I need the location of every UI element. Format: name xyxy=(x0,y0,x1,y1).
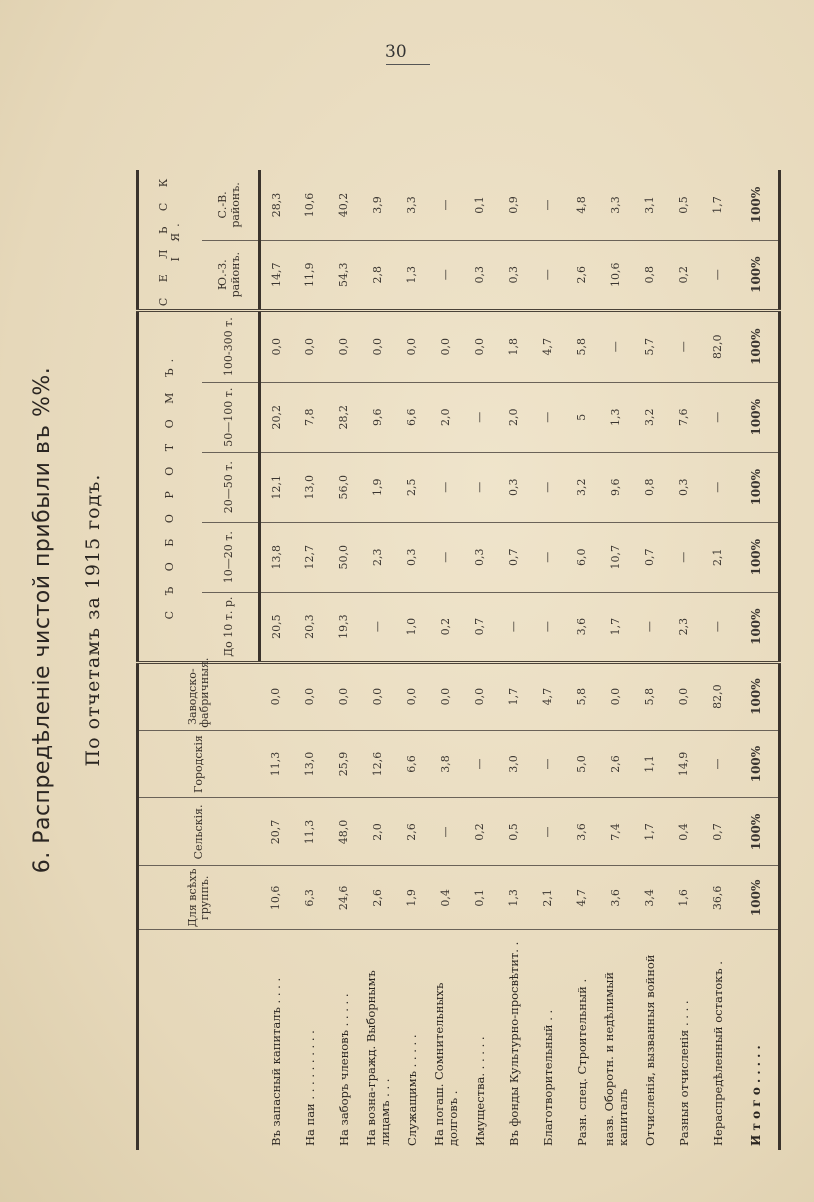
header-turnover-col: 50—100 т. xyxy=(202,382,260,452)
cell-value: 82,0 xyxy=(702,662,736,730)
cell-value: 0,7 xyxy=(702,798,736,866)
header-turnover-col: До 10 т. р. xyxy=(202,592,260,662)
cell-value: 1,8 xyxy=(498,310,532,382)
cell-value: 3,0 xyxy=(498,730,532,798)
cell-value: 1,7 xyxy=(634,798,668,866)
cell-value: 0,0 xyxy=(260,310,294,382)
cell-value: — xyxy=(702,592,736,662)
header-rural-col: С.-В. районъ. xyxy=(202,170,260,240)
cell-value: 2,5 xyxy=(396,452,430,522)
cell-value: 0,7 xyxy=(464,592,498,662)
cell-value: 100% xyxy=(736,382,780,452)
table-row xyxy=(362,98,396,1150)
cell-value: 48,0 xyxy=(328,798,362,866)
header-turnover-col: 100-300 т. xyxy=(202,310,260,382)
cell-value: 10,6 xyxy=(600,240,634,310)
cell-value: 1,7 xyxy=(498,662,532,730)
cell-value: 0,0 xyxy=(328,662,362,730)
cell-value: 10,7 xyxy=(600,522,634,592)
cell-value: 0,7 xyxy=(498,522,532,592)
header-urban: Городскія xyxy=(138,730,260,798)
table-row xyxy=(328,98,362,1150)
cell-value: — xyxy=(532,592,566,662)
header-all-groups: Для всѣхъ группъ. xyxy=(138,866,260,930)
table-row xyxy=(498,98,532,1150)
cell-value: 2,0 xyxy=(362,798,396,866)
table-row xyxy=(668,98,702,1150)
row-label: Нераспредѣленный остатокъ . xyxy=(710,961,725,1146)
cell-value: 2,3 xyxy=(362,522,396,592)
cell-value: 2,8 xyxy=(362,240,396,310)
cell-value: 0,5 xyxy=(498,798,532,866)
cell-value: 0,3 xyxy=(396,522,430,592)
header-factory: Заводско-фабричныя. xyxy=(138,662,260,730)
row-label: На погаш. Сомнительныхъ долговъ . xyxy=(432,982,460,1146)
cell-value: 0,3 xyxy=(498,452,532,522)
cell-value: 7,8 xyxy=(294,382,328,452)
cell-value: 1,7 xyxy=(702,170,736,240)
cell-value: 2,6 xyxy=(566,240,600,310)
cell-value: 2,1 xyxy=(532,866,566,930)
cell-value: 1,1 xyxy=(634,730,668,798)
cell-value: 1,3 xyxy=(498,866,532,930)
cell-value: 3,4 xyxy=(634,866,668,930)
cell-value: 7,4 xyxy=(600,798,634,866)
cell-value: 100% xyxy=(736,452,780,522)
cell-value: 10,6 xyxy=(294,170,328,240)
cell-value: 1,3 xyxy=(600,382,634,452)
cell-value: 0,0 xyxy=(396,662,430,730)
cell-value: 28,3 xyxy=(260,170,294,240)
cell-value: 3,3 xyxy=(396,170,430,240)
row-label: На заборъ членовъ . . . . . xyxy=(336,993,351,1146)
row-label: Благотворительный . . xyxy=(540,1009,555,1146)
cell-value: 5,7 xyxy=(634,310,668,382)
cell-value: 4,8 xyxy=(566,170,600,240)
cell-value: 14,7 xyxy=(260,240,294,310)
cell-value: — xyxy=(668,310,702,382)
cell-value: 5,8 xyxy=(634,662,668,730)
cell-value: 0,0 xyxy=(294,310,328,382)
cell-value: — xyxy=(430,170,464,240)
cell-value: 0,3 xyxy=(668,452,702,522)
cell-value: 36,6 xyxy=(702,866,736,930)
cell-value: 3,6 xyxy=(566,592,600,662)
cell-value: — xyxy=(430,798,464,866)
cell-value: 3,6 xyxy=(566,798,600,866)
cell-value: 13,0 xyxy=(294,452,328,522)
cell-value: — xyxy=(532,730,566,798)
cell-value: 6,6 xyxy=(396,382,430,452)
cell-value: — xyxy=(532,452,566,522)
cell-value: — xyxy=(702,730,736,798)
cell-value: 0,0 xyxy=(294,662,328,730)
header-rural: Сельскія. xyxy=(138,798,260,866)
cell-value: — xyxy=(634,592,668,662)
cell-value: 1,0 xyxy=(396,592,430,662)
cell-value: 40,2 xyxy=(328,170,362,240)
cell-value: 0,0 xyxy=(362,310,396,382)
page-subtitle: По отчетамъ за 1915 годъ. xyxy=(82,473,104,767)
cell-value: 50,0 xyxy=(328,522,362,592)
cell-value: 25,9 xyxy=(328,730,362,798)
header-rural-group: С Е Л Ь С К І Я. xyxy=(138,170,202,310)
cell-value: 100% xyxy=(736,592,780,662)
cell-value: 2,0 xyxy=(498,382,532,452)
header-turnover-col: 10—20 т. xyxy=(202,522,260,592)
cell-value: 4,7 xyxy=(532,662,566,730)
cell-value: — xyxy=(532,170,566,240)
cell-value: 10,6 xyxy=(260,866,294,930)
page-number-rule xyxy=(386,64,430,65)
cell-value: 100% xyxy=(736,170,780,240)
row-label: Разныя отчисленія . . . . xyxy=(676,1000,691,1146)
cell-value: 0,0 xyxy=(260,662,294,730)
cell-value: 0,9 xyxy=(498,170,532,240)
cell-value: — xyxy=(532,240,566,310)
table-row xyxy=(634,98,668,1150)
cell-value: — xyxy=(464,382,498,452)
row-label: На возна-гражд. Выборнымъ лицамъ . . . xyxy=(364,970,392,1146)
cell-value: — xyxy=(464,730,498,798)
cell-value: 0,0 xyxy=(396,310,430,382)
cell-value: 2,6 xyxy=(396,798,430,866)
cell-value: 0,0 xyxy=(430,310,464,382)
cell-value: 0,3 xyxy=(464,522,498,592)
cell-value: 1,6 xyxy=(668,866,702,930)
total-row xyxy=(736,98,780,1150)
cell-value: 24,6 xyxy=(328,866,362,930)
cell-value: 0,4 xyxy=(668,798,702,866)
cell-value: 2,3 xyxy=(668,592,702,662)
cell-value: — xyxy=(430,452,464,522)
row-label: Разн. спец. Строительный . xyxy=(574,978,589,1146)
table-row xyxy=(260,98,294,1150)
cell-value: 4,7 xyxy=(566,866,600,930)
cell-value: 0,8 xyxy=(634,240,668,310)
table-row xyxy=(566,98,600,1150)
cell-value: — xyxy=(532,798,566,866)
table-row xyxy=(430,98,464,1150)
cell-value: 0,1 xyxy=(464,866,498,930)
cell-value: 100% xyxy=(736,798,780,866)
cell-value: 5,0 xyxy=(566,730,600,798)
cell-value: 12,1 xyxy=(260,452,294,522)
cell-value: — xyxy=(702,382,736,452)
cell-value: — xyxy=(532,522,566,592)
cell-value: 0,2 xyxy=(668,240,702,310)
cell-value: 1,9 xyxy=(396,866,430,930)
cell-value: 0,7 xyxy=(634,522,668,592)
row-label: назв. Оборотн. и недѣлимый капиталъ xyxy=(602,971,630,1146)
cell-value: — xyxy=(430,240,464,310)
cell-value: 3,3 xyxy=(600,170,634,240)
cell-value: 28,2 xyxy=(328,382,362,452)
row-label: Отчисленія, вызванныя войной xyxy=(642,954,657,1146)
cell-value: 1,9 xyxy=(362,452,396,522)
row-label: Служащимъ . . . . . xyxy=(404,1034,419,1146)
cell-value: 0,2 xyxy=(430,592,464,662)
rotated-content xyxy=(30,90,763,1150)
cell-value: 0,0 xyxy=(600,662,634,730)
cell-value: 3,9 xyxy=(362,170,396,240)
cell-value: 11,3 xyxy=(260,730,294,798)
cell-value: 0,0 xyxy=(464,310,498,382)
cell-value: 19,3 xyxy=(328,592,362,662)
cell-value: 2,6 xyxy=(600,730,634,798)
cell-value: — xyxy=(702,452,736,522)
cell-value: 100% xyxy=(736,240,780,310)
cell-value: 56,0 xyxy=(328,452,362,522)
cell-value: 20,5 xyxy=(260,592,294,662)
cell-value: 3,8 xyxy=(430,730,464,798)
cell-value: 0,8 xyxy=(634,452,668,522)
table-body xyxy=(260,98,780,1150)
cell-value: 5,8 xyxy=(566,662,600,730)
cell-value: 2,0 xyxy=(430,382,464,452)
cell-value: 13,0 xyxy=(294,730,328,798)
header-blank xyxy=(138,930,260,1150)
cell-value: 20,2 xyxy=(260,382,294,452)
cell-value: 0,0 xyxy=(328,310,362,382)
cell-value: 13,8 xyxy=(260,522,294,592)
cell-value: 9,6 xyxy=(600,452,634,522)
cell-value: 2,6 xyxy=(362,866,396,930)
cell-value: 100% xyxy=(736,866,780,930)
table-row xyxy=(702,98,736,1150)
row-label: Въ запасный капиталъ . . . . xyxy=(268,977,283,1146)
cell-value: 0,5 xyxy=(668,170,702,240)
cell-value: 6,3 xyxy=(294,866,328,930)
profit-distribution-table xyxy=(136,98,781,1150)
cell-value: 100% xyxy=(736,522,780,592)
cell-value: — xyxy=(498,592,532,662)
cell-value: 3,6 xyxy=(600,866,634,930)
page-title: 6. Распредѣленіе чистой прибыли въ %%. xyxy=(30,366,55,874)
cell-value: 3,1 xyxy=(634,170,668,240)
header-turnover-col: 20—50 т. xyxy=(202,452,260,522)
cell-value: 11,3 xyxy=(294,798,328,866)
cell-value: 0,4 xyxy=(430,866,464,930)
cell-value: 5,8 xyxy=(566,310,600,382)
row-label: Въ фонды Культурно-просвѣтит. . xyxy=(506,941,521,1146)
cell-value: 3,2 xyxy=(634,382,668,452)
cell-value: 100% xyxy=(736,310,780,382)
table-row xyxy=(396,98,430,1150)
cell-value: — xyxy=(668,522,702,592)
cell-value: 6,0 xyxy=(566,522,600,592)
header-turnover-group: С Ъ О Б О Р О Т О М Ъ. xyxy=(138,310,202,662)
cell-value: 6,6 xyxy=(396,730,430,798)
cell-value: 0,0 xyxy=(464,662,498,730)
header-rural-col: Ю.-З. районъ. xyxy=(202,240,260,310)
cell-value: 2,1 xyxy=(702,522,736,592)
cell-value: 12,6 xyxy=(362,730,396,798)
cell-value: 0,0 xyxy=(362,662,396,730)
table-row xyxy=(294,98,328,1150)
cell-value: 14,9 xyxy=(668,730,702,798)
cell-value: 82,0 xyxy=(702,310,736,382)
cell-value: 0,3 xyxy=(464,240,498,310)
cell-value: — xyxy=(430,522,464,592)
cell-value: 100% xyxy=(736,662,780,730)
cell-value: 54,3 xyxy=(328,240,362,310)
cell-value: — xyxy=(362,592,396,662)
cell-value: 0,1 xyxy=(464,170,498,240)
cell-value: 4,7 xyxy=(532,310,566,382)
cell-value: 5 xyxy=(566,382,600,452)
cell-value: 100% xyxy=(736,730,780,798)
cell-value: 12,7 xyxy=(294,522,328,592)
row-label: Имущества. . . . . . xyxy=(472,1036,487,1146)
cell-value: 0,2 xyxy=(464,798,498,866)
cell-value: 0,3 xyxy=(498,240,532,310)
page-number: 30 xyxy=(385,42,407,62)
cell-value: 20,7 xyxy=(260,798,294,866)
cell-value: 3,2 xyxy=(566,452,600,522)
cell-value: 0,0 xyxy=(668,662,702,730)
cell-value: 1,7 xyxy=(600,592,634,662)
row-label: И т о г о . . . . . xyxy=(736,930,780,1150)
cell-value: 7,6 xyxy=(668,382,702,452)
cell-value: 20,3 xyxy=(294,592,328,662)
cell-value: — xyxy=(600,310,634,382)
cell-value: 11,9 xyxy=(294,240,328,310)
cell-value: — xyxy=(702,240,736,310)
cell-value: 9,6 xyxy=(362,382,396,452)
cell-value: 1,3 xyxy=(396,240,430,310)
table-row xyxy=(464,98,498,1150)
table-row xyxy=(600,98,634,1150)
cell-value: 0,0 xyxy=(430,662,464,730)
cell-value: — xyxy=(532,382,566,452)
row-label: На паи . . . . . . . . . . xyxy=(302,1030,317,1146)
cell-value: — xyxy=(464,452,498,522)
table-row xyxy=(532,98,566,1150)
